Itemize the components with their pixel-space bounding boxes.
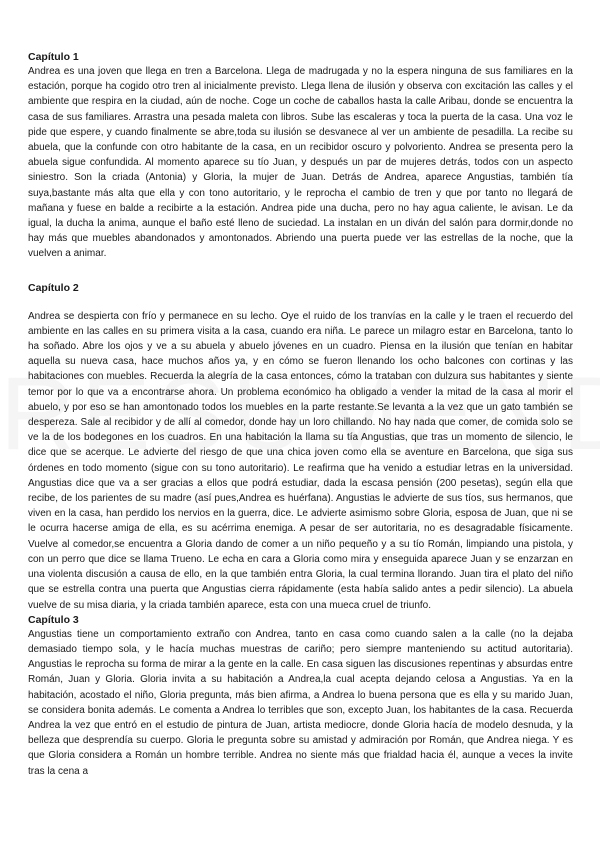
- chapter-title: Capítulo 3: [28, 613, 79, 626]
- chapter-paragraph: Angustias tiene un comportamiento extraño con Andrea, tanto en casa como cuando salen a la calle (no la dejaba demasiado tiempo sola, y le hacía muchas muestras de cariño; pero siempre manteniendo su actitud autoritaria). Angustias le reprocha su forma de mirar a la gente en la calle. En casa siguen las discusiones repentinas y absurdas entre Román, Juan y Gloria. Gloria invita a su habitación a Andrea,la cual acepta dejando celosa a Angustias. Ya en la habitación, acostado el niño, Gloria pregunta, más bien afirma, a Andrea lo buena persona que es ella y su marido Juan, se considera bonita además. Le comenta a Andrea lo terribles que son, excepto Juan, los habitantes de la casa. Recuerda Andrea la vez que entró en el estudio de pintura de Juan, artista mediocre, donde Gloria hacía de modelo desnuda, y la belleza que desprendía su cuerpo. Gloria le pregunta sobre su amistad y admiración por Román, que Andrea niega. Y es que Gloria considera a Román un hombre terrible. Andrea no siente más que frialdad hacia él, aunque a veces la invite tras la cena a: [28, 628, 573, 777]
- chapter-paragraph: Andrea es una joven que llega en tren a Barcelona. Llega de madrugada y no la espera ninguna de sus familiares en la estación, porque ha cogido otro tren al inicialmente previsto. Llega llena de ilusión y observa con excitación las calles y el ambiente que respira en la ciudad, aún de noche. Coge un coche de caballos hasta la calle Aribau, donde se encuentra la casa de sus familiares. Arrastra una pesada maleta con libros. Sube las escaleras y toca la puerta de la casa. Una voz le pide que espere, y cuando finalmente se abre,toda su ilusión se desvanece al ver un ambiente de pesadilla. La recibe su abuela, que la confunde con otro habitante de la casa, en un recibidor oscuro y polvoriento. Andrea se presenta pero la abuela sigue confundida. Al momento aparece su tío Juan, y después un par de mujeres detrás, todos con un aspecto siniestro. Son la criada (Antonia) y Gloria, la mujer de Juan. Detrás de Andrea, aparece Angustias, también tía suya,bastante más alta que ella y con tono autoritario, y le reprocha el cambio de tren y que por tanto no llegará de mañana y fuese en balde a recibirte a la estación. Andrea pide una ducha, pero no hay agua caliente, le avisan. Le da igual, la ducha la anima, aunque el baño esté lleno de suciedad. La instalan en un diván del salón para dormir,donde no hay más que muebles abandonados y amontonados. Abriendo una puerta puede ver las estrellas de la noche, que la vuelven a animar.: [28, 66, 573, 260]
- section-spacer: [28, 262, 573, 281]
- chapter-paragraph: Andrea se despierta con frío y permanece en su lecho. Oye el ruido de los tranvías en la calle y le traen el recuerdo del ambiente en las calles en su primera visita a la casa, cuando era niña. Le parece un milagro estar en Barcelona, tanto lo ha soñado. Abre los ojos y ve a su abuela y abuelo jóvenes en un cuadro. Piensa en la ilusión que tenían en habitar aquella su nueva casa, hace muchos años ya, y en cómo se fueron llenando los ocho balcones con cortinas y las habitaciones con muebles. Recuerda la alegría de la casa entonces, cómo la trataban con dulzura sus habitantes y siente temor por lo que va a encontrarse ahora. Un problema económico ha obligado a vender la mitad de la casa al morir el abuelo, y por eso se han amontonado todos los muebles en la parte restante.Se levanta a la vez que un gato también se despereza. Sale al recibidor y de allí al comedor, donde hay un loro chillando. No hay nada que comer, de comida solo se ve la de los bodegones en los cuadros. En una habitación la llama su tía Angustias, que tras un momento de silencio, le dice que se acerque. Le advierte del riesgo de que una chica joven como ella se aventure en Barcelona, que siga sus órdenes en todo momento (sigue con su tono autoritario). Le reafirma que ha venido a estudiar letras en la universidad. Angustias dice que va a ser gracias a ellos que podrá estudiar, dada la escasa pensión (200 pesetas), según ella que recibe, de los parientes de su madre (así pues,Andrea es huérfana). Angustias le advierte de sus tíos, sus hermanos, que viven en la casa, han perdido los nervios en la guerra, dice. Le advierte asimismo sobre Gloria, esposa de Juan, que ni se le ocurra hacerse amiga de ella, es su acérrima enemiga. A pesar de ser autoritaria, no es desagradable físicamente. Vuelve al comedor,se encuentra a Gloria dando de comer a un niño pequeño y a su tío Román, limpiando una pistola, y con un perro que dice se llama Trueno. Le echa en cara a Gloria como mira y enseguida aparece Juan y se enzarzan en una violenta discusión a causa de ello, en la que también entra Gloria, la cual termina llorando. Juan tira el plato del niño que se estrella contra una puerta que Angustias cierra rápidamente (esta había salido antes a pedir silencio). La abuela vuelve de su misa diaria, y la criada también aparece, esta con una mueca cruel de triunfo.: [28, 310, 573, 611]
- chapter-title: Capítulo 1: [28, 51, 79, 63]
- chapter-3: [28, 613, 573, 779]
- chapter-title: Capítulo 2: [28, 281, 79, 294]
- document-body: [28, 50, 573, 779]
- title-spacer: [28, 295, 573, 309]
- chapter-2: [28, 281, 573, 613]
- chapter-1: [28, 50, 573, 262]
